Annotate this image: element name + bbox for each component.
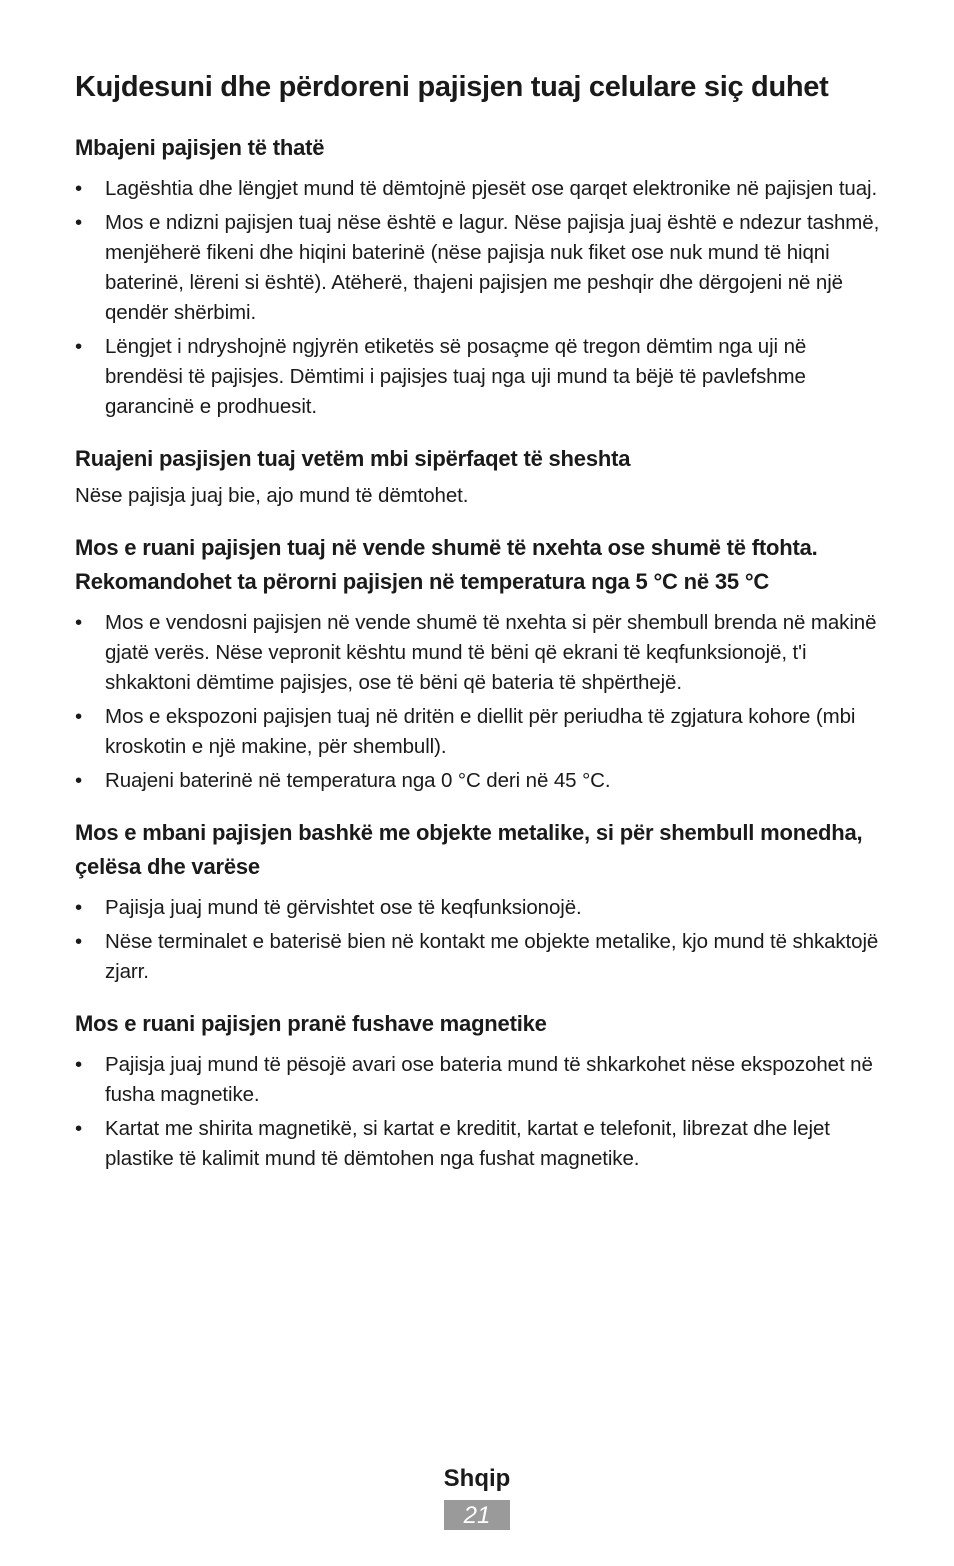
list-item-text: Lagështia dhe lëngjet mund të dëmtojnë pjesët ose qarqet elektronike në pajisjen tuaj. (105, 176, 878, 200)
section-heading: Mos e ruani pajisjen pranë fushave magnetike (75, 1010, 547, 1036)
list-item (75, 608, 885, 698)
list-item-text: Ruajeni baterinë në temperatura nga 0 °C deri në 45 °C. (105, 768, 611, 792)
list-item (75, 1050, 885, 1110)
page-number: 21 (444, 1500, 510, 1530)
list-item (75, 766, 885, 796)
bullet-icon: • (75, 704, 83, 728)
section-text: Nëse pajisja juaj bie, ajo mund të dëmtohet. (75, 483, 469, 507)
bullet-icon: • (75, 210, 83, 234)
section-heading: Mbajeni pajisjen të thatë (75, 134, 325, 160)
page-title: Kujdesuni dhe përdoreni pajisjen tuaj celulare siç duhet (75, 71, 829, 103)
bullet-list (75, 608, 885, 796)
bullet-icon: • (75, 1052, 83, 1076)
bullet-icon: • (75, 610, 83, 634)
section-magnetic-fields (75, 1007, 885, 1174)
bullet-icon: • (75, 334, 83, 358)
list-item (75, 1114, 885, 1174)
list-item-text: Pajisja juaj mund të gërvishtet ose të keqfunksionojë. (105, 895, 582, 919)
section-temperature (75, 531, 885, 796)
list-item-text: Mos e ndizni pajisjen tuaj nëse është e lagur. Nëse pajisja juaj është e ndezur tashmë, menjëherë fikeni dhe hiqini baterinë (nëse pajisja nuk fiket ose nuk mund të hiqni baterinë, lëreni si është). Atëherë, thajeni pajisjen me peshqir dhe dërgojeni në një qendër shërbimi. (105, 210, 880, 324)
list-item (75, 208, 885, 328)
bullet-icon: • (75, 176, 83, 200)
list-item (75, 893, 885, 923)
bullet-icon: • (75, 1116, 83, 1140)
bullet-list (75, 1050, 885, 1174)
list-item-text: Mos e vendosni pajisjen në vende shumë të nxehta si për shembull brenda në makinë gjatë verës. Nëse vepronit kështu mund të bëni që ekrani të keqfunksionojë, t'i shkaktoni dëmtime pajisjes, ose të bëni që bateria të shpërthejë. (105, 610, 877, 694)
section-heading: Mos e mbani pajisjen bashkë me objekte metalike, si për shembull monedha, çelësa dhe varëse (75, 819, 863, 879)
list-item-text: Mos e ekspozoni pajisjen tuaj në dritën e diellit për periudha të zgjatura kohore (mbi kroskotin e një makine, për shembull). (105, 704, 856, 758)
section-metal-objects (75, 816, 885, 987)
list-item-text: Nëse terminalet e baterisë bien në kontakt me objekte metalike, kjo mund të shkaktojë zjarr. (105, 929, 879, 983)
list-item (75, 702, 885, 762)
list-item (75, 332, 885, 422)
bullet-icon: • (75, 929, 83, 953)
section-heading: Mos e ruani pajisjen tuaj në vende shumë të nxehta ose shumë të ftohta. Rekomandohet ta përorni pajisjen në temperatura nga 5 °C në 35 °C (75, 534, 818, 594)
list-item (75, 174, 885, 204)
bullet-list (75, 174, 885, 422)
page-footer (0, 1462, 954, 1530)
section-heading: Ruajeni pasjisjen tuaj vetëm mbi sipërfaqet të sheshta (75, 445, 631, 471)
list-item-text: Kartat me shirita magnetikë, si kartat e kreditit, kartat e telefonit, librezat dhe lejet plastike të kalimit mund të dëmtohen nga fushat magnetike. (105, 1116, 830, 1170)
list-item-text: Lëngjet i ndryshojnë ngjyrën etiketës së posaçme që tregon dëmtim nga uji në brendësi të pajisjes. Dëmtimi i pajisjes tuaj nga uji mund ta bëjë të pavlefshme garancinë e prodhuesit. (105, 334, 807, 418)
section-keep-dry (75, 131, 885, 422)
bullet-icon: • (75, 895, 83, 919)
bullet-list (75, 893, 885, 987)
section-flat-surfaces (75, 442, 885, 511)
list-item-text: Pajisja juaj mund të pësojë avari ose bateria mund të shkarkohet nëse ekspozohet në fusha magnetike. (105, 1052, 873, 1106)
footer-language: Shqip (443, 1465, 511, 1492)
document-page (75, 70, 885, 1194)
list-item (75, 927, 885, 987)
bullet-icon: • (75, 768, 83, 792)
